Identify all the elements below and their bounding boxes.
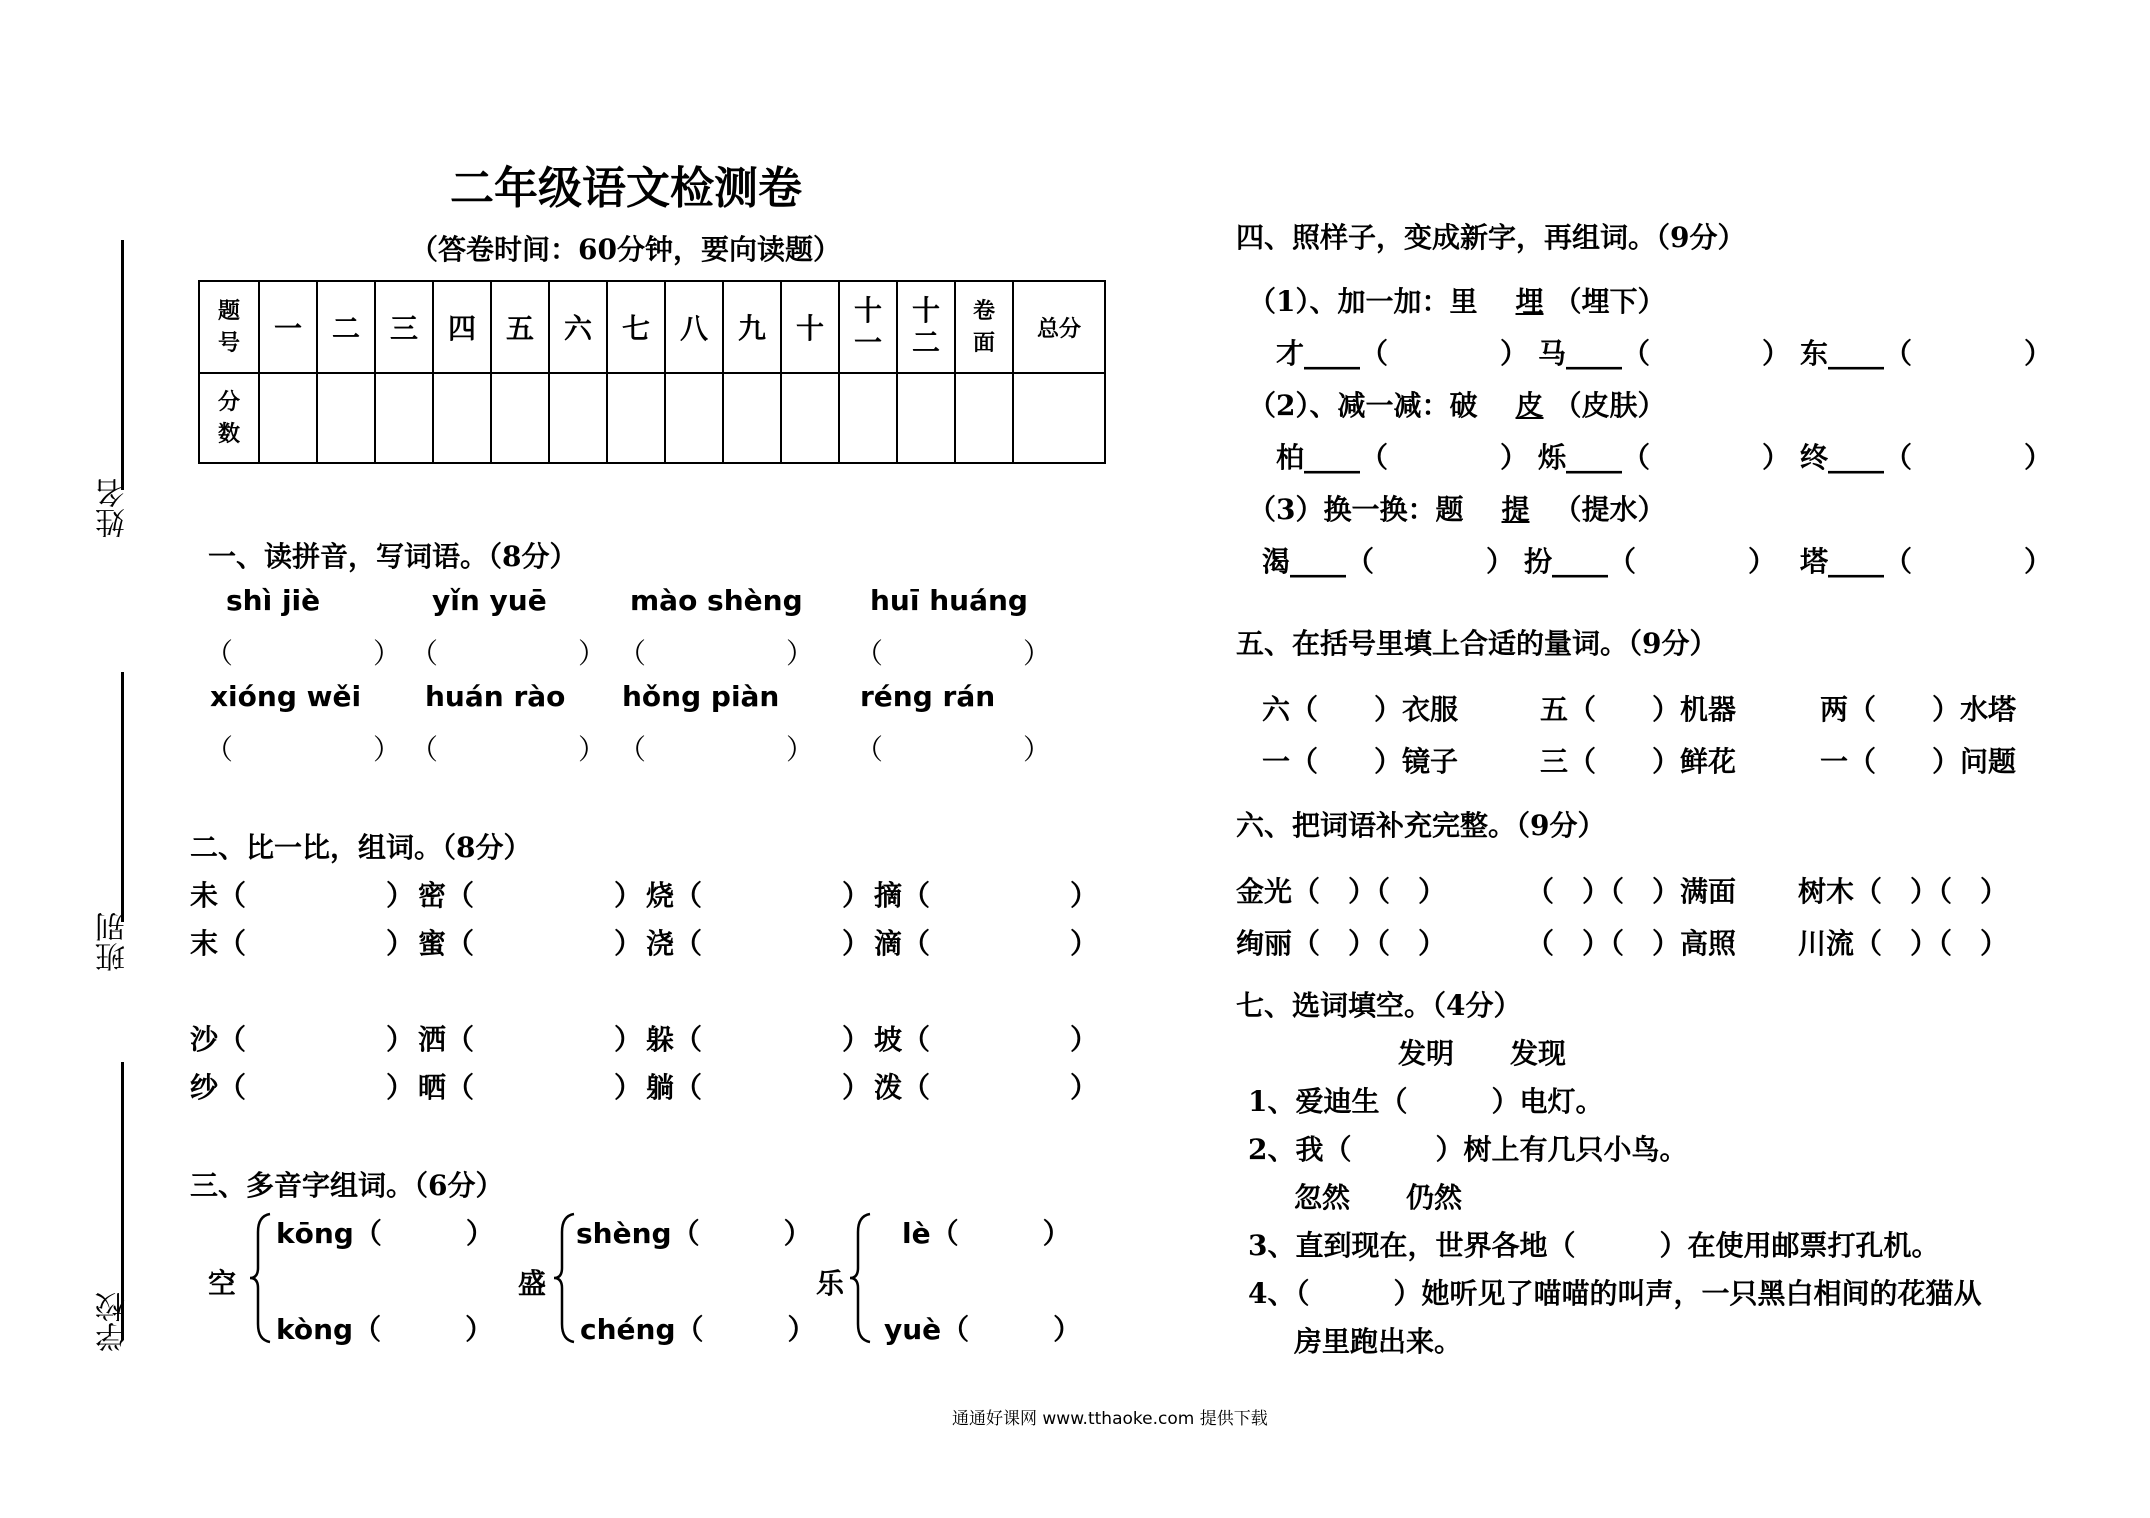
score-cell[interactable] <box>665 373 723 463</box>
name-label: 姓名 <box>96 478 131 538</box>
answer-blank[interactable]: （ ） <box>618 733 815 766</box>
score-cell[interactable] <box>1013 373 1105 463</box>
score-cell[interactable] <box>839 373 897 463</box>
example-label: （1）、加一加：里 埋 （埋下） <box>1248 285 1666 318</box>
polyphone-reading[interactable]: lè（ ） <box>902 1217 1071 1250</box>
idiom-item[interactable]: 树木（ ）（ ） <box>1798 875 2009 908</box>
pinyin: xióng wěi <box>210 680 362 713</box>
compare-item[interactable]: 未（ ） <box>190 879 415 912</box>
compare-item[interactable]: 浇（ ） <box>646 927 871 960</box>
class-line <box>121 672 124 922</box>
word-choices: 发明 发现 <box>1398 1037 1567 1070</box>
word-choices: 忽然 仍然 <box>1294 1181 1463 1214</box>
score-table <box>198 280 1106 464</box>
fill-item[interactable]: 终____（ ） <box>1800 441 2053 474</box>
page-subtitle: （答卷时间：60分钟，要向读题） <box>410 233 841 266</box>
question-4-cont: 房里跑出来。 <box>1294 1325 1463 1358</box>
measure-item[interactable]: 三（ ）鲜花 <box>1540 745 1737 778</box>
question-2[interactable]: 2、我（ ）树上有几只小鸟。 <box>1248 1133 1688 1166</box>
polyphone-reading[interactable]: yuè（ ） <box>884 1313 1082 1346</box>
pinyin: mào shèng <box>630 584 803 617</box>
fill-item[interactable]: 塔____（ ） <box>1800 545 2053 578</box>
pinyin: huī huáng <box>870 584 1028 617</box>
compare-item[interactable]: 躺（ ） <box>646 1071 871 1104</box>
header-cell-tihao: 题 号 <box>199 281 259 373</box>
polyphone-char: 盛 <box>518 1267 547 1300</box>
score-cell[interactable] <box>375 373 433 463</box>
section-1-title: 一、读拼音，写词语。（8分） <box>208 540 578 573</box>
compare-item[interactable]: 躲（ ） <box>646 1023 871 1056</box>
fill-item[interactable]: 渴____（ ） <box>1262 545 1515 578</box>
compare-item[interactable]: 洒（ ） <box>418 1023 643 1056</box>
pinyin: réng rán <box>860 680 996 713</box>
answer-blank[interactable]: （ ） <box>205 733 402 766</box>
section-3-title: 三、多音字组词。（6分） <box>190 1169 504 1202</box>
pinyin: shì jiè <box>226 584 321 617</box>
pinyin: hǒng piàn <box>622 680 780 713</box>
header-cell: 四 <box>433 281 491 373</box>
score-cell[interactable] <box>723 373 781 463</box>
compare-item[interactable]: 滴（ ） <box>874 927 1099 960</box>
compare-item[interactable]: 密（ ） <box>418 879 643 912</box>
header-cell: 二 <box>317 281 375 373</box>
brace-icon <box>552 1212 578 1344</box>
polyphone-reading[interactable]: kōng（ ） <box>276 1217 494 1250</box>
section-6-title: 六、把词语补充完整。（9分） <box>1236 809 1606 842</box>
fill-item[interactable]: 才____（ ） <box>1276 337 1529 370</box>
compare-item[interactable]: 沙（ ） <box>190 1023 415 1056</box>
brace-icon <box>848 1212 874 1344</box>
polyphone-reading[interactable]: chéng（ ） <box>580 1313 816 1346</box>
score-cell[interactable] <box>259 373 317 463</box>
measure-item[interactable]: 两（ ）水塔 <box>1820 693 2017 726</box>
example-label: （3）换一换：题 提 （提水） <box>1248 493 1666 526</box>
polyphone-char: 乐 <box>816 1267 845 1300</box>
idiom-item[interactable]: （ ）（ ）高照 <box>1526 927 1737 960</box>
pinyin: yǐn yuē <box>432 584 547 617</box>
answer-blank[interactable]: （ ） <box>205 637 402 670</box>
header-cell-total: 总分 <box>1013 281 1105 373</box>
polyphone-reading[interactable]: kòng（ ） <box>276 1313 494 1346</box>
example-label: （2）、减一减：破 皮 （皮肤） <box>1248 389 1666 422</box>
question-3[interactable]: 3、直到现在，世界各地（ ）在使用邮票打孔机。 <box>1248 1229 1940 1262</box>
header-cell-fenshu: 分 数 <box>199 373 259 463</box>
fill-item[interactable]: 烁____（ ） <box>1538 441 1791 474</box>
answer-blank[interactable]: （ ） <box>855 733 1052 766</box>
idiom-item[interactable]: （ ）（ ）满面 <box>1526 875 1737 908</box>
fill-item[interactable]: 扮____（ ） <box>1524 545 1777 578</box>
header-cell: 一 <box>259 281 317 373</box>
score-cell[interactable] <box>781 373 839 463</box>
measure-item[interactable]: 五（ ）机器 <box>1540 693 1737 726</box>
answer-blank[interactable]: （ ） <box>855 637 1052 670</box>
fill-item[interactable]: 柏____（ ） <box>1276 441 1529 474</box>
question-1[interactable]: 1、爱迪生（ ）电灯。 <box>1248 1085 1604 1118</box>
school-label: 学校 <box>96 1292 131 1352</box>
header-cell-juanmian: 卷 面 <box>955 281 1013 373</box>
compare-item[interactable]: 蜜（ ） <box>418 927 643 960</box>
measure-item[interactable]: 六（ ）衣服 <box>1262 693 1459 726</box>
idiom-item[interactable]: 绚丽（ ）（ ） <box>1236 927 1447 960</box>
header-cell: 三 <box>375 281 433 373</box>
answer-blank[interactable]: （ ） <box>618 637 815 670</box>
section-2-title: 二、比一比，组词。（8分） <box>190 831 532 864</box>
pinyin: huán rào <box>425 680 566 713</box>
compare-item[interactable]: 烧（ ） <box>646 879 871 912</box>
header-cell: 八 <box>665 281 723 373</box>
header-cell: 十 <box>781 281 839 373</box>
compare-item[interactable]: 末（ ） <box>190 927 415 960</box>
compare-item[interactable]: 纱（ ） <box>190 1071 415 1104</box>
brace-icon <box>248 1212 274 1344</box>
compare-item[interactable]: 晒（ ） <box>418 1071 643 1104</box>
header-cell: 六 <box>549 281 607 373</box>
score-cell[interactable] <box>607 373 665 463</box>
score-cell[interactable] <box>491 373 549 463</box>
score-cell[interactable] <box>955 373 1013 463</box>
header-cell-12: 十 二 <box>897 281 955 373</box>
section-4-title: 四、照样子，变成新字，再组词。（9分） <box>1236 221 1746 254</box>
measure-item[interactable]: 一（ ）镜子 <box>1262 745 1459 778</box>
answer-blank[interactable]: （ ） <box>410 733 607 766</box>
fill-item[interactable]: 东____（ ） <box>1800 337 2053 370</box>
compare-item[interactable]: 坡（ ） <box>874 1023 1099 1056</box>
name-line <box>121 240 124 490</box>
score-cell[interactable] <box>897 373 955 463</box>
header-cell-11: 十 一 <box>839 281 897 373</box>
question-4[interactable]: 4、（ ）她听见了喵喵的叫声，一只黑白相间的花猫从 <box>1248 1277 1982 1310</box>
score-cell[interactable] <box>433 373 491 463</box>
class-label: 班别 <box>96 912 131 972</box>
measure-item[interactable]: 一（ ）问题 <box>1820 745 2017 778</box>
header-cell: 七 <box>607 281 665 373</box>
header-cell: 五 <box>491 281 549 373</box>
section-5-title: 五、在括号里填上合适的量词。（9分） <box>1236 627 1718 660</box>
fill-item[interactable]: 马____（ ） <box>1538 337 1791 370</box>
score-cell[interactable] <box>317 373 375 463</box>
polyphone-char: 空 <box>208 1267 237 1300</box>
answer-blank[interactable]: （ ） <box>410 637 607 670</box>
score-cell[interactable] <box>549 373 607 463</box>
polyphone-reading[interactable]: shèng（ ） <box>576 1217 812 1250</box>
compare-item[interactable]: 摘（ ） <box>874 879 1099 912</box>
idiom-item[interactable]: 川流（ ）（ ） <box>1798 927 2009 960</box>
compare-item[interactable]: 泼（ ） <box>874 1071 1099 1104</box>
page-title: 二年级语文检测卷 <box>450 163 802 214</box>
header-cell: 九 <box>723 281 781 373</box>
section-7-title: 七、选词填空。（4分） <box>1236 989 1522 1022</box>
footer-text: 通通好课网 www.tthaoke.com 提供下载 <box>952 1409 1268 1429</box>
idiom-item[interactable]: 金光（ ）（ ） <box>1236 875 1447 908</box>
